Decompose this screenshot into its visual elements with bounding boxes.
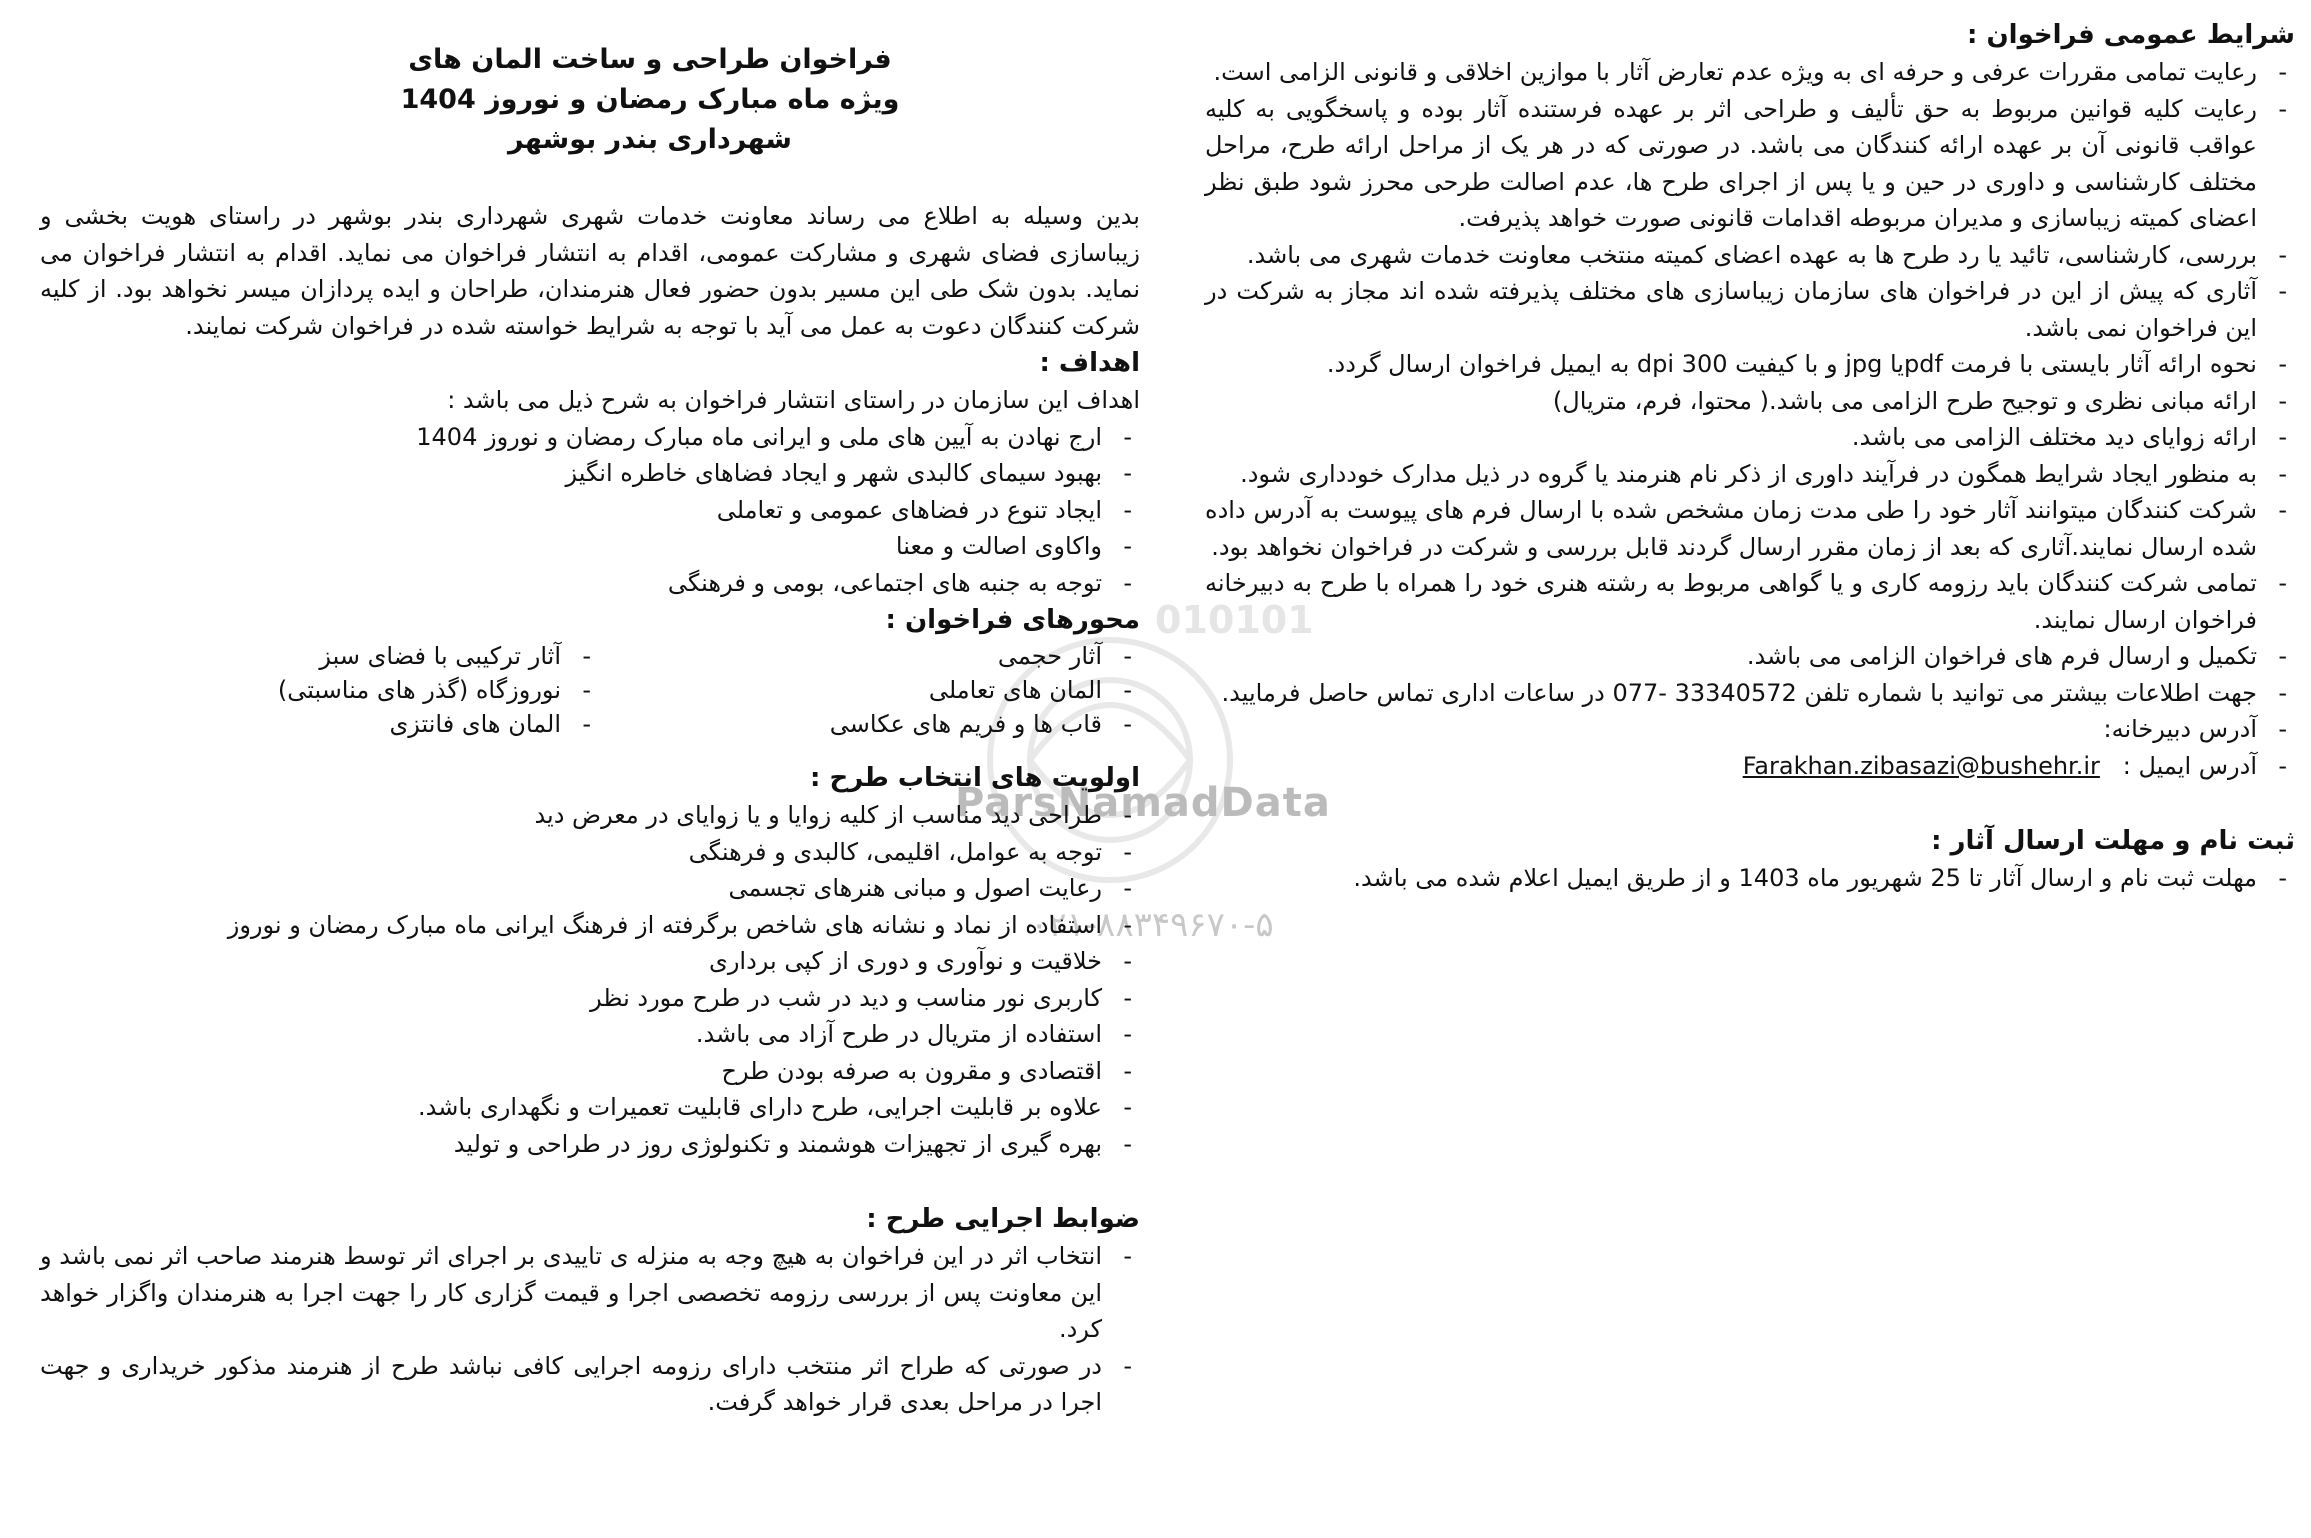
list-item: - کاربری نور مناسب و دید در شب در طرح مورد نظر [40,980,1140,1017]
list-item: - به منظور ایجاد شرایط همگون در فرآیند داوری از ذکر نام هنرمند یا گروه در ذیل مدارک خودداری شود. [1205,456,2295,493]
list-item: - رعایت تمامی مقررات عرفی و حرفه ای به ویژه عدم تعارض آثار با موازین اخلاقی و قانونی الزامی است. [1205,54,2295,91]
email-link[interactable]: Farakhan.zibasazi@bushehr.ir [1742,751,2100,780]
axes-heading: محورهای فراخوان : [885,605,1140,635]
list-item: - استفاده از نماد و نشانه های شاخص برگرفته از فرهنگ ایرانی ماه مبارک رمضان و نوروز [40,907,1140,944]
list-item: - آثار ترکیبی با فضای سبز [40,639,561,673]
execution-heading: ضوابط اجرایی طرح : [866,1204,1140,1234]
list-item: - مهلت ثبت نام و ارسال آثار تا 25 شهریور ماه 1403 و از طریق ایمیل اعلام شده می باشد. [1205,860,2295,897]
list-item: - انتخاب اثر در این فراخوان به هیچ وجه به منزله ی تاییدی بر اجرای اثر توسط هنرمند صاحب اثر نمی باشد و این معاونت پس از بررسی رزومه تخصصی اجرا و قیمت گزاری کار را جهت اجرا به هنرمندان واگزار خواهد کرد. [40,1238,1140,1348]
page-title [240,40,1060,160]
goals-lead: اهداف این سازمان در راستای انتشار فراخوان به شرح ذیل می باشد : [447,386,1140,414]
priorities-heading: اولویت های انتخاب طرح : [810,763,1140,793]
right-column [1205,0,2295,897]
list-item: - تمامی شرکت کنندگان باید رزومه کاری و یا گواهی مربوط به رشته هنری خود را همراه با طرح به دبیرخانه فراخوان ارسال نمایند. [1205,565,2295,638]
axes-grid [40,639,1140,741]
left-column [40,0,1140,1421]
list-item: - ارائه مبانی نظری و توجیح طرح الزامی می باشد.( محتوا، فرم، متریال) [1205,383,2295,420]
priorities-list [40,797,1140,1162]
list-item: - ارج نهادن به آیین های ملی و ایرانی ماه مبارک رمضان و نوروز 1404 [40,419,1140,456]
title-line-2: ویژه ماه مبارک رمضان و نوروز 1404 [400,84,900,115]
list-item: - نحوه ارائه آثار بایستی با فرمت pdfیا jpg و با کیفیت dpi 300 به ایمیل فراخوان ارسال گردد. [1205,346,2295,383]
list-item: - شرکت کنندگان میتوانند آثار خود را طی مدت زمان مشخص شده با ارسال فرم های پیوست به آدرس داده شده ارسال نمایند.آثاری که بعد از زمان مقرر ارسال گردند قابل بررسی و شرکت در فراخوان نخواهد بود. [1205,492,2295,565]
email-item [1205,748,2295,785]
general-conditions-heading: شرایط عمومی فراخوان : [1967,20,2295,50]
list-item: - بهره گیری از تجهیزات هوشمند و تکنولوژی روز در طراحی و تولید [40,1126,1140,1163]
list-item: - بهبود سیمای کالبدی شهر و ایجاد فضاهای خاطره انگیز [40,455,1140,492]
title-line-1: فراخوان طراحی و ساخت المان های [408,44,892,75]
execution-list [40,1238,1140,1421]
list-item: - المان های فانتزی [40,707,561,741]
registration-list [1205,860,2295,897]
general-conditions-list [1205,54,2295,784]
watermark-name: ParsNamadData [955,780,1331,826]
registration-heading: ثبت نام و مهلت ارسال آثار : [1931,826,2295,856]
title-line-3: شهرداری بندر بوشهر [508,124,792,155]
watermark-digits: 010101 [1155,598,1314,642]
list-item: - جهت اطلاعات بیشتر می توانید با شماره تلفن 33340572 -077 در ساعات اداری تماس حاصل فرمایید. [1205,675,2295,712]
list-item: - رعایت اصول و مبانی هنرهای تجسمی [40,870,1140,907]
list-item: - تکمیل و ارسال فرم های فراخوان الزامی می باشد. [1205,638,2295,675]
list-item: - خلاقیت و نوآوری و دوری از کپی برداری [40,943,1140,980]
list-item: - در صورتی که طراح اثر منتخب دارای رزومه اجرایی کافی نباشد طرح از هنرمند مذکور خریداری و جهت اجرا در مراحل بعدی قرار خواهد گرفت. [40,1348,1140,1421]
list-item: - استفاده از متریال در طرح آزاد می باشد. [40,1016,1140,1053]
list-item: - ایجاد تنوع در فضاهای عمومی و تعاملی [40,492,1140,529]
intro-paragraph: بدین وسیله به اطلاع می رساند معاونت خدمات شهری شهرداری بندر بوشهر در راستای هویت بخشی و زیباسازی فضای شهری و مشارکت عمومی، اقدام به انتشار فراخوان می نماید. اقدام به انتشار فراخوان می نماید. بدون شک طی این مسیر بدون حضور فعال هنرمندان، طراحان و ایده پردازان میسر نخواهد بود. از کلیه شرکت کنندگان دعوت به عمل می آید با توجه به شرایط خواسته شده در فراخوان شرکت نمایند. [40,202,1140,340]
list-item: - آثار حجمی [581,639,1102,673]
list-item: - المان های تعاملی [581,673,1102,707]
list-item: - طراحی دید مناسب از کلیه زوایا و یا زوایای در معرض دید [40,797,1140,834]
list-item: - واکاوی اصالت و معنا [40,528,1140,565]
list-item: - ارائه زوایای دید مختلف الزامی می باشد. [1205,419,2295,456]
list-item: - علاوه بر قابلیت اجرایی، طرح دارای قابلیت تعمیرات و نگهداری باشد. [40,1089,1140,1126]
list-item: - رعایت کلیه قوانین مربوط به حق تألیف و طراحی اثر بر عهده فرستنده آثار بوده و پاسخگویی به کلیه عواقب قانونی آن بر عهده ارائه کنندگان می باشد. در صورتی که در هر یک از مراحل ارائه طرح، مراحل مختلف کارشناسی و داوری در حین و یا پس از اجرای طرح ها، عدم اصالت طرحی محرز شود طبق نظر اعضای کمیته زیباسازی و مدیران مربوطه اقدامات قانونی صورت خواهد پذیرفت. [1205,91,2295,237]
list-item: - توجه به عوامل، اقلیمی، کالبدی و فرهنگی [40,834,1140,871]
list-item: - اقتصادی و مقرون به صرفه بودن طرح [40,1053,1140,1090]
email-label: آدرس ایمیل : [2122,751,2257,780]
goals-heading: اهداف : [1039,348,1140,378]
list-item: - قاب ها و فریم های عکاسی [581,707,1102,741]
list-item: - نوروزگاه (گذر های مناسبتی) [40,673,561,707]
list-item: - آثاری که پیش از این در فراخوان های سازمان زیباسازی های مختلف پذیرفته شده اند مجاز به شرکت در این فراخوان نمی باشد. [1205,273,2295,346]
list-item: - بررسی، کارشناسی، تائید یا رد طرح ها به عهده اعضای کمیته منتخب معاونت خدمات شهری می باشد. [1205,237,2295,274]
list-item: - آدرس دبیرخانه: [1205,711,2295,748]
goals-list [40,419,1140,602]
list-item: - توجه به جنبه های اجتماعی، بومی و فرهنگی [40,565,1140,602]
watermark-phone: ۰۲۱-۸۸۳۴۹۶۷۰-۵ [1030,905,1274,945]
